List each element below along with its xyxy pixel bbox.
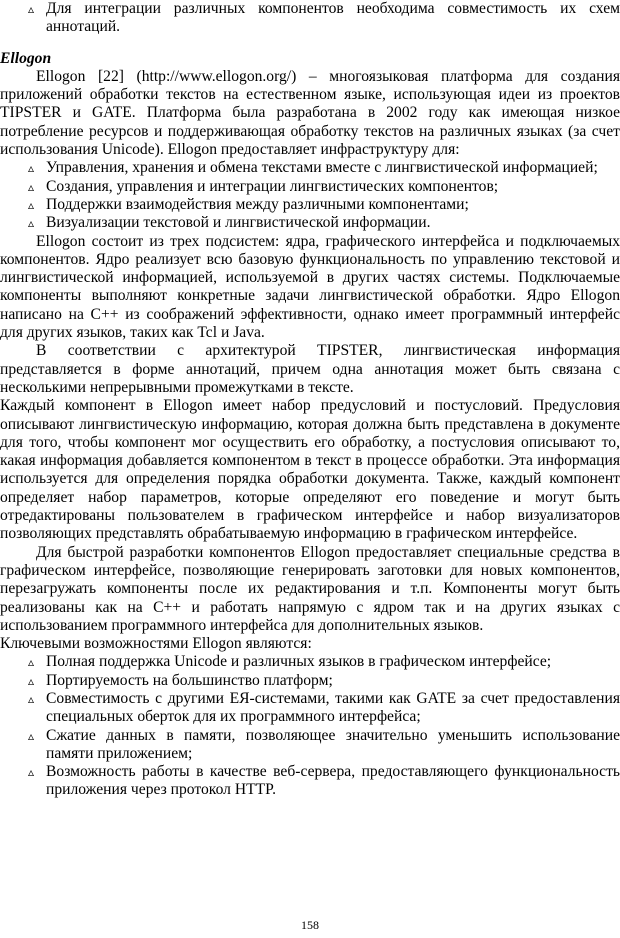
bullet-marker-icon: ▵ [28,673,35,688]
bullet-marker-icon: ▵ [28,2,35,16]
bullet-marker-icon: ▵ [28,691,35,706]
intro-bullet-text: Для интеграции различных компонентов необходима совместимость их схем аннотаций. [46,0,620,36]
paragraph-3: В соответствии с архитектурой TIPSTER, лингвистическая информация представляется в форме аннотаций, причем одна аннотация может быть связана с несколькими непрерывными промежутками в тексте. [0,342,620,396]
list1-item [0,159,620,177]
paragraph-6: Ключевыми возможностями Ellogon являются: [0,635,312,653]
bullet-marker-icon: ▵ [28,179,35,194]
list2-item-text: Полная поддержка Unicode и различных языков в графическом интерфейсе; [46,653,552,671]
paragraph-4: Каждый компонент в Ellogon имеет набор предусловий и постусловий. Предусловия описывают лингвистическую информацию, которая должна быть представлена в документе для того, чтобы компонент мог осуществить его обработку, а постусловия описывают то, какая информация добавляется компонентом в текст в процессе обработки. Эта информация используется для определения порядка обработки документа. Также, каждый компонент определяет набор параметров, которые определяют его поведение и могут быть отредактированы пользователем в графическом интерфейсе и набор визуализаторов позволяющих представлять обрабатываемую информацию в графическом интерфейсе. [0,397,620,543]
bullet-marker-icon: ▵ [28,765,35,780]
paragraph-1: Ellogon [22] (http://www.ellogon.org/) – многоязыковая платформа для создания приложений обработки текстов на естественном языке, использующая идеи из проектов TIPSTER и GATE. Платформа была разработана в 2002 году как имеющая низкое потребление ресурсов и поддерживающая обработку текстов на различных языках (за счет использования Unicode). Ellogon предоставляет инфраструктуру для: [0,67,620,159]
list2-item-text: Возможность работы в качестве веб-сервера, предоставляющего функциональность приложения через протокол HTTP. [46,763,620,799]
list1-item-text: Визуализации текстовой и лингвистической информации. [46,214,431,232]
bullet-marker-icon: ▵ [28,216,35,231]
list2-item [0,653,620,671]
bullet-marker-icon: ▵ [28,197,35,212]
list2-item [0,727,620,764]
list1-item [0,178,620,196]
paragraph-2: Ellogon состоит из трех подсистем: ядра, графического интерфейса и подключаемых компонентов. Ядро реализует всю базовую функциональность по управлению текстовой и лингвистической информацией, используемой в других частях системы. Подключаемые компоненты выполняют конкретные задачи лингвистической обработки. Ядро Ellogon написано на C++ из соображений эффективности, однако имеет программный интерфейс для других языков, таких как Tcl и Java. [0,232,620,342]
page-number: 158 [301,918,319,932]
bullet-marker-icon: ▵ [28,655,35,670]
list2-item [0,690,620,727]
section-heading: Ellogon [0,49,52,67]
list2-item-text: Совместимость с другими ЕЯ-системами, такими как GATE за счет предоставления специальных оберток для их программного интерфейса; [46,689,620,726]
list2-item [0,672,620,690]
paragraph-5: Для быстрой разработки компонентов Ellogon предоставляет специальные средства в графическом интерфейсе, позволяющие генерировать заготовки для новых компонентов, перезагружать компоненты после их редактирования и т.п. Компоненты могут быть реализованы как на C++ и работать напрямую с ядром так и на других языках с использованием программного интерфейса для дополнительных языков. [0,543,620,634]
intro-bullet [0,0,620,37]
list1-item [0,214,620,232]
list2-item-text: Сжатие данных в памяти, позволяющее значительно уменьшить использование памяти приложением; [46,726,620,762]
bullet-marker-icon: ▵ [28,161,35,176]
list1-item-text: Поддержки взаимодействия между различными компонентами; [46,195,469,213]
list2-item-text: Портируемость на большинство платформ; [46,671,333,689]
bullet-marker-icon: ▵ [28,728,35,743]
list1-item-text: Создания, управления и интеграции лингвистических компонентов; [46,177,499,195]
list1-item [0,196,620,214]
list1-item-text: Управления, хранения и обмена текстами вместе с лингвистической информацией; [46,159,598,177]
list2-item [0,763,620,800]
